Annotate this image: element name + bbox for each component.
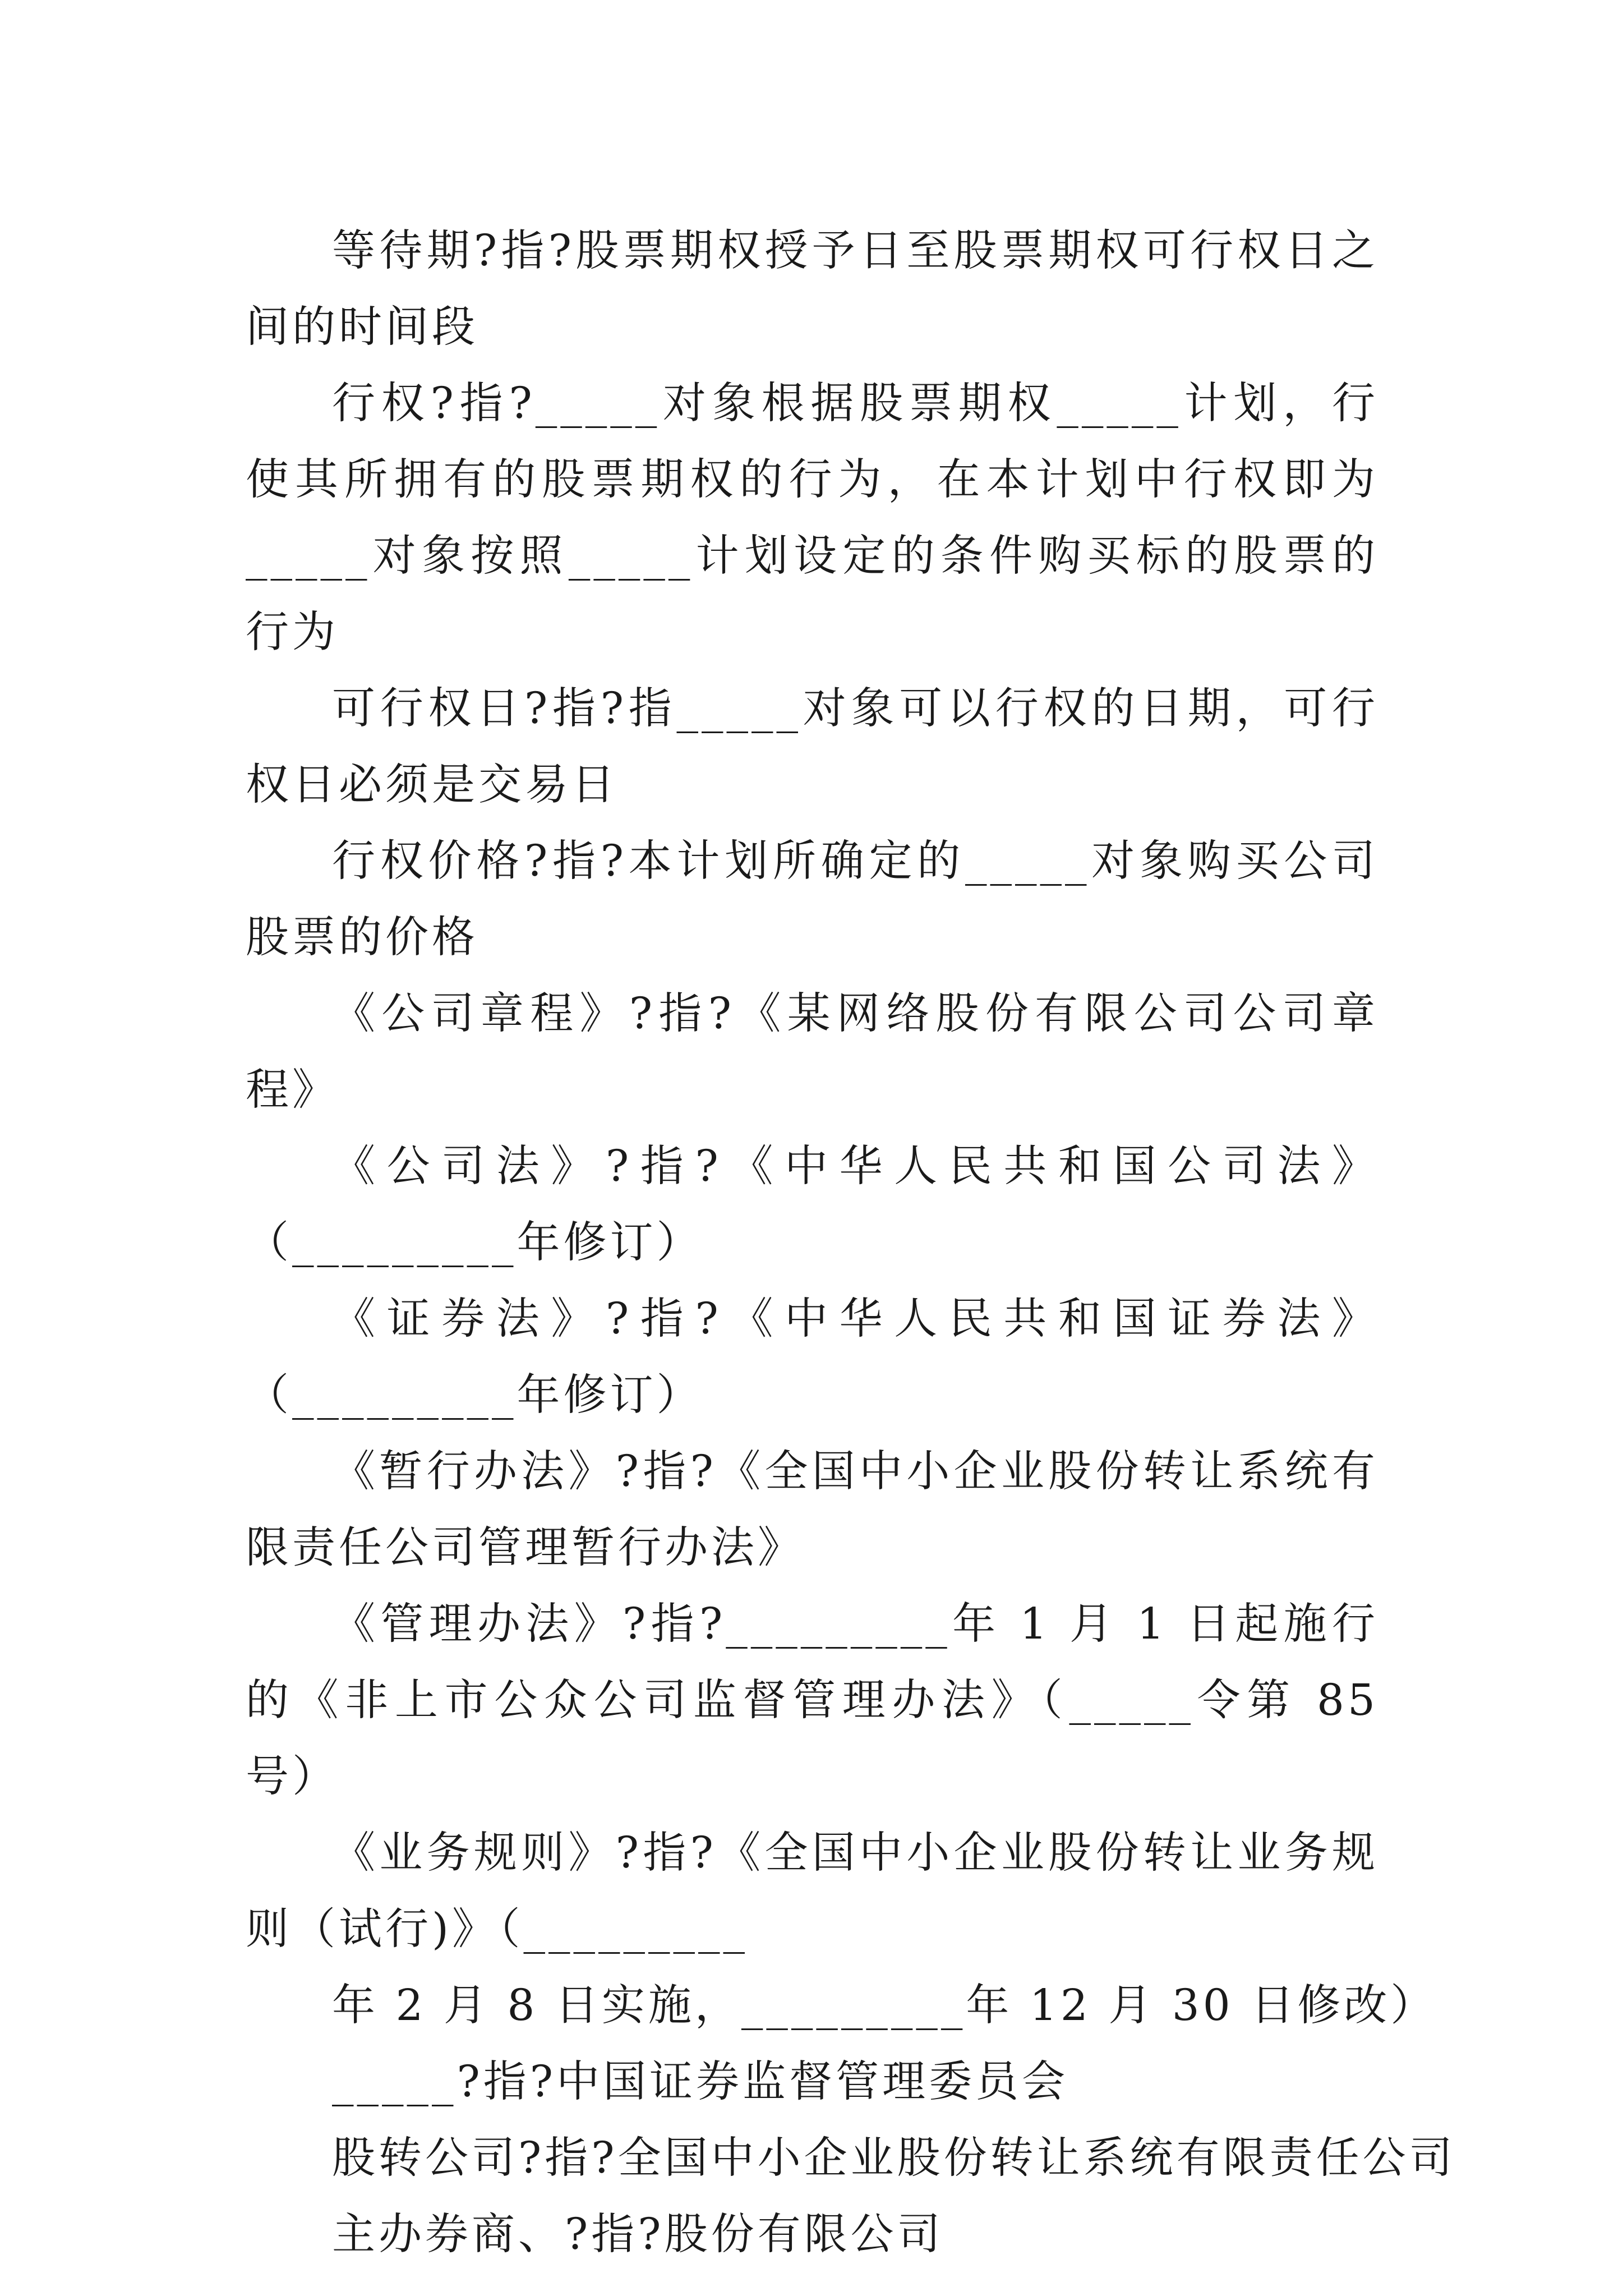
definition-interim-measures: 《暂行办法》?指?《全国中小企业股份转让系统有限责任公司管理暂行办法》 xyxy=(246,1447,1378,1573)
definition-business-rules: 《业务规则》?指?《全国中小企业股份转让业务规则（试行)》（_________ xyxy=(246,1828,1378,1954)
definition-administrative-measures: 《管理办法》?指?_________年 1 月 1 日起施行的《非上市公众公司监督管理办法》（_____令第 85 号） xyxy=(246,1599,1378,1802)
definition-waiting-period: 等待期?指?股票期权授予日至股票期权可行权日之间的时间段 xyxy=(246,226,1378,352)
definition-exercise: 行权?指?_____对象根据股票期权_____计划，行使其所拥有的股票期权的行为，在本计划中行权即为_____对象按照_____计划设定的条件购买标的股票的行为 xyxy=(246,379,1378,657)
definition-exercise-price: 行权价格?指?本计划所确定的_____对象购买公司股票的价格 xyxy=(246,836,1378,963)
definition-sponsor-broker: 主办券商、?指?股份有限公司 xyxy=(332,2210,944,2260)
definition-company-law: 《公司法》?指?《中华人民共和国公司法》（_________年修订） xyxy=(246,1142,1378,1268)
business-rules-continuation: 年 2 月 8 日实施，_________年 12 月 30 日修改） xyxy=(332,1981,1437,2031)
definition-exercisable-date: 可行权日?指?指_____对象可以行权的日期，可行权日必须是交易日 xyxy=(246,684,1378,810)
definition-neeq-company: 股转公司?指?全国中小企业股份转让系统有限责任公司 xyxy=(332,2133,1456,2183)
document-body xyxy=(246,213,1456,2273)
definition-securities-law: 《证券法》?指?《中华人民共和国证券法》（_________年修订） xyxy=(246,1294,1378,1420)
definition-csrc: _____?指?中国证券监督管理委员会 xyxy=(332,2057,1069,2107)
definition-articles-of-association: 《公司章程》?指?《某网络股份有限公司公司章程》 xyxy=(246,989,1378,1115)
